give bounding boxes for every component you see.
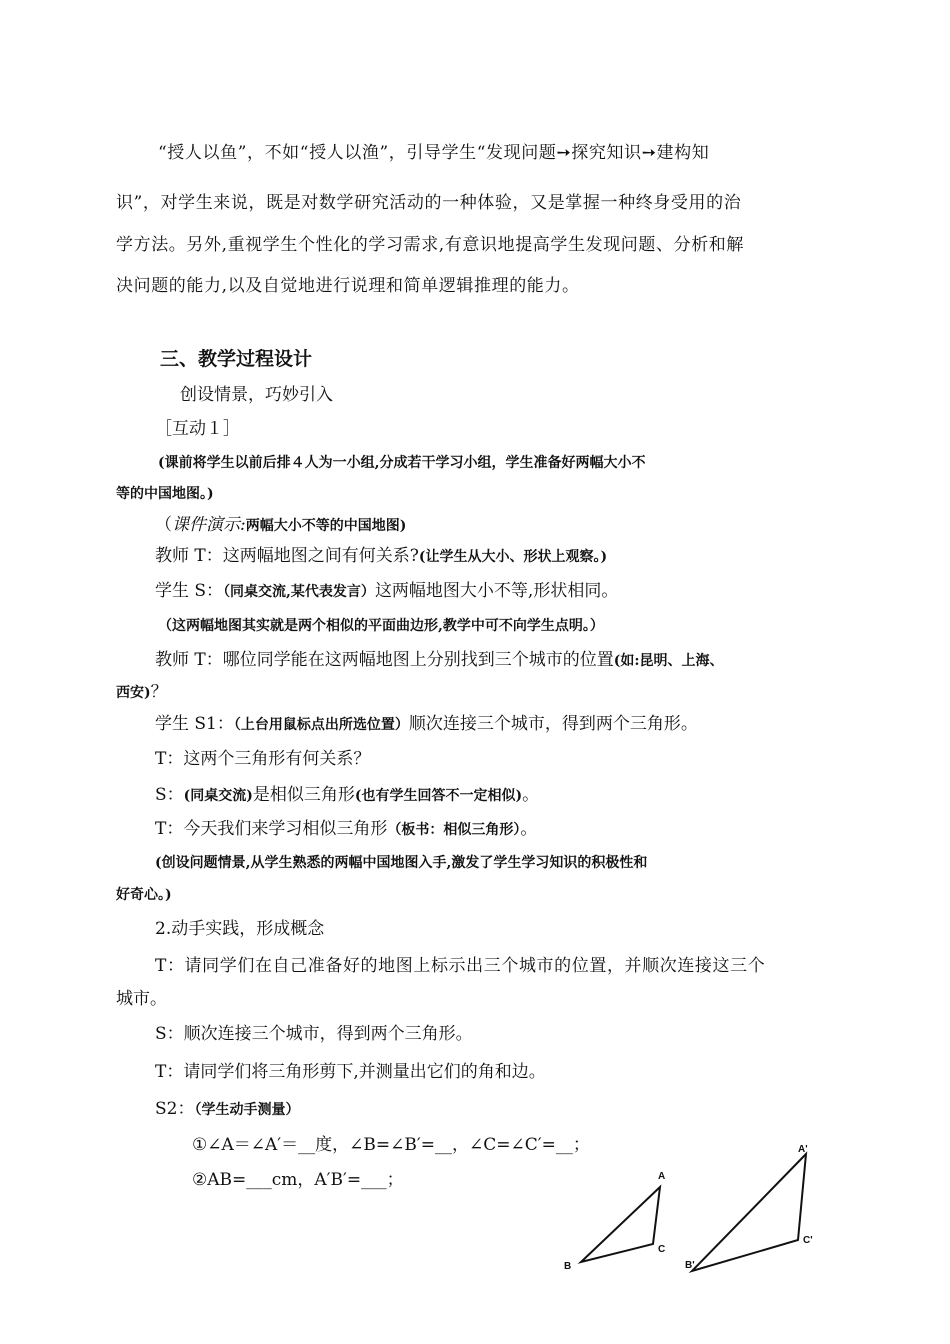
student-a2-prefix: 学生 S1：	[155, 714, 234, 734]
teacher-q4-end: 。	[520, 819, 538, 839]
teacher-q1-note: (让学生从大小、形状上观察。)	[418, 549, 608, 565]
label-c: C	[658, 1244, 666, 1255]
subheading-2: 2.动手实践，形成概念	[155, 919, 325, 939]
student-a1-note: （同桌交流,某代表发言）	[223, 584, 375, 600]
section-heading: 三、教学过程设计	[160, 348, 313, 370]
subheading-1: 创设情景，巧妙引入	[180, 385, 333, 405]
label-a: A	[658, 1171, 666, 1182]
demo-label: 课件演示:	[172, 515, 246, 535]
teacher-q1-text: 教师 T：这两幅地图之间有何关系?	[155, 546, 419, 566]
student-a2-text: 顺次连接三个城市，得到两个三角形。	[408, 714, 698, 734]
intro-line-4: 决问题的能力,以及自觉地进行说理和简单逻辑推理的能力。	[116, 276, 580, 296]
teacher-q4-note: （板书：相似三角形）	[387, 822, 521, 838]
teacher-q2-cont	[116, 681, 168, 704]
teacher-q6: T：请同学们将三角形剪下,并测量出它们的角和边。	[155, 1062, 546, 1082]
demo-line	[155, 514, 406, 537]
student-a3-prefix: S：	[155, 785, 184, 805]
intro-line-1: “授人以鱼”，不如“授人以渔”，引导学生“发现问题➙探究知识➙建构知	[158, 143, 710, 163]
student-a6-prefix: S2：	[155, 1099, 195, 1119]
note-3a: (创设问题情景,从学生熟悉的两幅中国地图入手,激发了学生学习知识的积极性和	[155, 855, 648, 871]
teacher-q2-note: (如:昆明、上海、	[613, 653, 724, 669]
student-a2-note: （上台用鼠标点出所选位置）	[233, 717, 409, 733]
teacher-q2-end: ？	[150, 682, 168, 702]
label-b-prime: B'	[685, 1260, 695, 1271]
teacher-q2-note-b: 西安)	[116, 685, 151, 701]
teacher-q5b: 城市。	[116, 989, 167, 1009]
note-2: （这两幅地图其实就是两个相似的平面曲边形,教学中可不向学生点明。）	[158, 618, 604, 634]
student-a1	[155, 580, 618, 603]
student-a3	[155, 784, 539, 807]
demo-text: 两幅大小不等的中国地图)	[245, 518, 407, 534]
triangle-small	[581, 1187, 660, 1262]
label-a-prime: A'	[798, 1144, 808, 1155]
teacher-q5a: T：请同学们在自己准备好的地图上标示出三个城市的位置，并顺次连接这三个	[155, 956, 766, 976]
teacher-q2-text: 教师 T：哪位同学能在这两幅地图上分别找到三个城市的位置	[155, 650, 614, 670]
interact-label: ［互动１］	[155, 419, 240, 439]
student-a1-text: 这两幅地图大小不等,形状相同。	[374, 581, 619, 601]
student-a3-note1: (同桌交流)	[183, 788, 253, 804]
note-1a: (课前将学生以前后排４人为一小组,分成若干学习小组，学生准备好两幅大小不	[158, 455, 646, 471]
teacher-q4	[155, 818, 537, 841]
intro-line-3: 学方法。另外,重视学生个性化的学习需求,有意识地提高学生发现问题、分析和解	[116, 235, 745, 255]
measure-2: ②AB=___cm，A′B′=___；	[192, 1170, 404, 1190]
demo-paren: （	[155, 515, 172, 535]
note-1b: 等的中国地图。)	[116, 486, 214, 502]
student-a2	[155, 713, 698, 736]
teacher-q3: T：这两个三角形有何关系？	[155, 749, 371, 769]
teacher-q2	[155, 649, 724, 672]
student-a6	[155, 1098, 299, 1121]
student-a6-note: （学生动手测量）	[194, 1102, 300, 1118]
student-a5: S：顺次连接三个城市，得到两个三角形。	[155, 1024, 473, 1044]
student-a3-note2: (也有学生回答不一定相似)	[354, 788, 523, 804]
label-c-prime: C'	[803, 1235, 813, 1246]
triangle-large	[692, 1154, 806, 1271]
note-3b: 好奇心。)	[116, 887, 172, 903]
student-a3-text: 是相似三角形	[252, 785, 355, 805]
teacher-q1	[155, 545, 607, 568]
student-a3-end: 。	[522, 785, 540, 805]
student-a1-prefix: 学生 S：	[155, 581, 224, 601]
label-b: B	[564, 1261, 572, 1272]
similar-triangles-figure	[555, 1140, 845, 1280]
teacher-q4-text: T：今天我们来学习相似三角形	[155, 819, 388, 839]
measure-1: ①∠A＝∠A′＝__度，∠B=∠B′=__，∠C=∠C′=__；	[192, 1135, 590, 1155]
intro-line-2: 识”，对学生来说，既是对数学研究活动的一种体验，又是掌握一种终身受用的治	[116, 193, 742, 213]
